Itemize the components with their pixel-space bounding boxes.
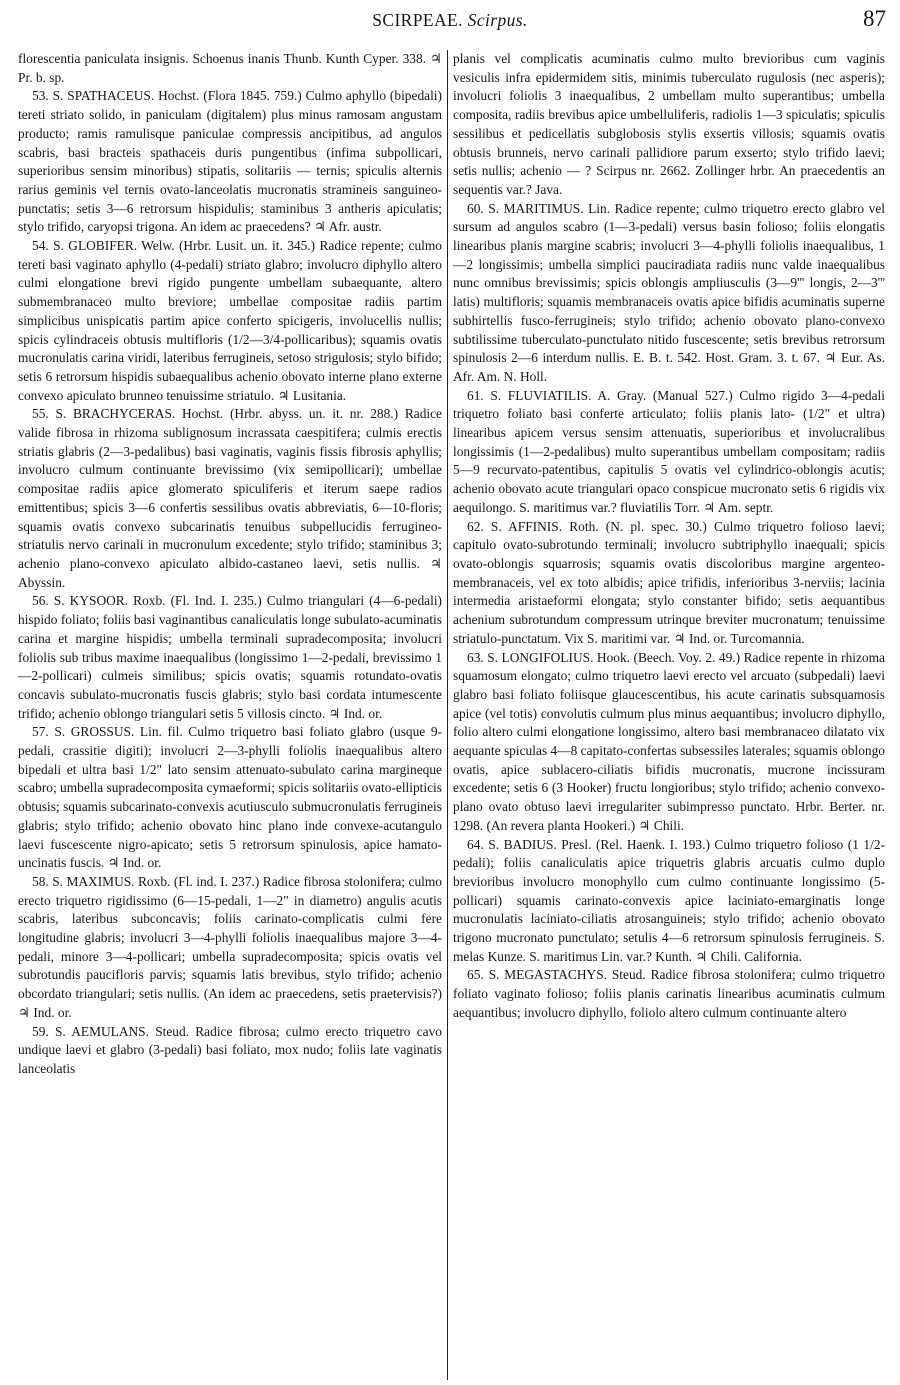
- running-title: [0, 10, 900, 31]
- paragraph: florescentia paniculata insignis. Schoenus inanis Thunb. Kunth Cyper. 338. ♃ Pr. b. sp.: [18, 51, 442, 85]
- column-divider: [447, 50, 448, 1380]
- page-header: [0, 6, 900, 36]
- species-62-entry: 62. S. AFFINIS. Roth. (N. pl. spec. 30.) Culmo triquetro folioso laevi; capitulo ovato-subrotundo terminali; involucro subtriphyllo inaequali; spicis ovato-oblongis squarrosis; squamis ovatis discoloribus margine argenteo-membranaceis, vel ex toto albidis; apice trifidis, inferioribus 3-nerviis; lacinia intermedia aristaeformi elongata; stylo constanter bifido; setis aequantibus achenium subrotundum compressum utrinque breviter mucronatum; tenuissime striatulo-punctatum. Vix S. maritimi var. ♃ Ind. or. Turcomannia.: [453, 518, 885, 646]
- species-64-entry: 64. S. BADIUS. Presl. (Rel. Haenk. I. 193.) Culmo triquetro folioso (1 1/2-pedali); foliis canaliculatis apice triquetris glabris arcuatis culmo duplo brevioribus involucro monophyllo cum culmo continuante longissimo (5-pollicari) squamis carinato-convexis apice laciniato-emarginatis longe mucronulatis laciniato-ciliatis atrosanguineis; stylo trifido; achenio obovato trigono mucronato punctulato; setulis 4—6 retrorsum spinulosis ferrugineis. S. melas Kunze. S. maritimus Lin. var.? Kunth. ♃ Chili. California.: [453, 836, 885, 964]
- species-59-entry: 59. S. AEMULANS. Steud. Radice fibrosa; culmo erecto triquetro cavo undique laevi et glabro (3-pedali) basi foliato, mox nudo; foliis late vaginatis lanceolatis: [18, 1023, 442, 1076]
- species-60-entry: 60. S. MARITIMUS. Lin. Radice repente; culmo triquetro erecto glabro vel sursum ad angulos scabro (1—3-pedali) versus basin folioso; foliis elongatis linearibus planis margine scabris; involucri 3—4-phylli foliolis inaequalibus, 1—2 longissimis; umbella simplici pauciradiata radiis nunc valde inaequalibus nunc omnibus brevissimis; spicis oblongis ampliusculis (3—9''' longis, 2—3''' latis) multifloris; squamis membranaceis ovatis apice bifidis acuminatis superne subhirtellis fusco-ferrugineis; stylo trifido; achenio obovato plano-convexo subtilissime tuberculato-punctulato nitido fuscescente; setis brevibus retrorsum spinulosis 2—6 interdum nullis. E. B. t. 542. Host. Gram. 3. t. 67. ♃ Eur. As. Afr. Am. N. Holl.: [453, 200, 885, 384]
- running-title-genus: Scirpus.: [467, 10, 528, 30]
- page-number: 87: [863, 6, 886, 31]
- species-56-entry: 56. S. KYSOOR. Roxb. (Fl. Ind. I. 235.) Culmo triangulari (4—6-pedali) hispido foliato; foliis basi vaginantibus canaliculatis longe subulato-acuminatis carina et margine hispidis; umbella terminali supradecomposita; involucri foliolis sub tribus maxime inaequalibus (longissimo 1—2-pedali, brevissimo 1—2-pollicari) culmeis similibus; spicis ovatis; squamis rotundato-ovatis concavis subulato-mucronatis fuscis glabris; stylo basi cordata intumescente trifido; achenio oblongo triangulari setis 5 villosis cincto. ♃ Ind. or.: [18, 593, 442, 721]
- species-65-entry: 65. S. MEGASTACHYS. Steud. Radice fibrosa stolonifera; culmo triquetro foliato vaginato folioso; foliis planis carinatis linearibus acuminatis culmum aequantibus; involucro diphyllo, foliolo altero culmum continuante altero: [453, 967, 885, 1020]
- species-53-entry: 53. S. SPATHACEUS. Hochst. (Flora 1845. 759.) Culmo aphyllo (bipedali) tereti striato solido, in paniculam (digitalem) plus minus ramosam angustam producto; ramis ramulisque paniculae compressis ancipitibus, ad angulos scabris, basi bracteis spathaceis duris pungentibus (infima subpollicari, superioribus sensim minoribus) stipatis, solitariis — ternis; spiculis alternis rarius geminis vel ternis ovato-lanceolatis mucronatis stramineis sanguineo-punctatis; setis 3—6 retrorsum hispidulis; staminibus 3 antheris apiculatis; stylo trifido, caryopsi trigona. An idem ac praecedens? ♃ Afr. austr.: [18, 88, 442, 235]
- species-58-entry: 58. S. MAXIMUS. Roxb. (Fl. ind. I. 237.) Radice fibrosa stolonifera; culmo erecto triquetro rigidissimo (6—15-pedali, 1—2" in diametro) angulis acutis scabris, lateribus subconcavis; foliis carinato-complicatis culmi fere longitudine glabris; involucri 3—4-phylli foliolis inaequalibus majore 3—4-pedali, minore 3—4-pollicari; umbella supradecomposita; spicis ovatis vel subrotundis paucifloris parvis; squamis latis brevibus, stylo trifido; achenio obcordato triangulari; setis nullis. (An idem ac praecedens, setis praetervisis?) ♃ Ind. or.: [18, 873, 442, 1020]
- species-61-entry: 61. S. FLUVIATILIS. A. Gray. (Manual 527.) Culmo rigido 3—4-pedali triquetro foliato basi conferte articulato; foliis planis lato- (1/2" et ultra) linearibus apicem versus sensim attenuatis, superioribus et involucralibus longissimis (1—2-pedalibus) multo superantibus umbellam compositam; radiis 5—9 recurvato-patentibus, capitulis 5 ovatis vel cylindrico-oblongis acutis; achenio obovato acute triangulari opaco conspicue mucronato setis 6 rigidis vix aequilongo. S. maritimus var.? fluviatilis Torr. ♃ Am. septr.: [453, 387, 885, 515]
- paragraph: planis vel complicatis acuminatis culmo multo brevioribus cum vaginis vesiculis infra epidermidem sitis, minimis tuberculato rugulosis (nec asperis); involucri foliolis 3 inaequalibus, 2 umbellam multo superantibus; umbella composita, radiis brevibus apice umbelluliferis, radiolis 1—3 spiculatis; spiculis sessilibus et pedicellatis subglobosis stylis exsertis villosis; squamis ovatis obtusis brunneis, nervo carinali pallidiore parum exserto; stylo trifido laevi; setis nullis; achenio — ? Scirpus nr. 2662. Zollinger hrbr. An praecedentis an sequentis var.? Java.: [453, 51, 885, 197]
- running-title-tribe: SCIRPEAE.: [372, 10, 463, 30]
- species-55-entry: 55. S. BRACHYCERAS. Hochst. (Hrbr. abyss. un. it. nr. 288.) Radice valide fibrosa in rhizoma sublignosum incrassata caespitifera; culmis erectis striatis glabris (2—3-pedalibus) basi vaginatis, vaginis fissis fibrosis aphyllis; involucro culmum continuante brevissimo (vix semipollicari); umbellae compositae radiis apice glomerato spiculiferis et iterum saepe radios emittentibus; spicis 3—6 confertis sessilibus ovatis abbreviatis, 6—10-floris; squamis ovatis convexo subcarinatis tenuibus subpellucidis ferrugineo-striatulis nervo carinali in mucronulum excedente; stylo trifido; staminibus 3; achenio plano-convexo apiculato albido-castaneo laevi, setis nullis. ♃ Abyssin.: [18, 406, 442, 590]
- species-57-entry: 57. S. GROSSUS. Lin. fil. Culmo triquetro basi foliato glabro (usque 9-pedali, crassitie digiti); involucri 2—3-phylli foliolis inaequalibus altero bipedali et ultra basi 1/2" lato sensim attenuato-subulato carina margineque scabro; umbella supradecomposita cymaeformi; spicis solitariis ovato-ellipticis obtusis; squamis subcarinato-convexis acutiusculo submucronulatis ferrugineis glabris; stylo trifido; achenio obovato hinc plano inde convexe-acutangulo laevi fuscescente nigro-apicato; setis 5 retrorsum spinulosis, apice hamato-uncinatis fuscis. ♃ Ind. or.: [18, 724, 442, 871]
- right-column: [453, 50, 885, 1380]
- species-63-entry: 63. S. LONGIFOLIUS. Hook. (Beech. Voy. 2. 49.) Radice repente in rhizoma squamosum elongato; culmo triquetro laevi erecto vel arcuato (subpedali) laevi glabro basi foliato foliisque glaucescentibus, his acute carinatis subsquamosis apice (vel totis) convolutis culmum plus minus aequantibus; involucro diphyllo, folio altero culmi elongatione longissimo, altero basi membranaceo dilatato vix aequante spiculas 4—8 capitato-confertas subsessiles laterales; squamis oblongo ovatis, apice sublacero-ciliatis bifidis mucronatis, mucrone incissuram excedente; setis 6 (3 Hooker) fructu longioribus; stylo trifido; achenio convexo-plano ovato obtuso laevi irregulariter subimpresso punctato. Hrbr. Berter. nr. 1298. (An revera planta Hookeri.) ♃ Chili.: [453, 649, 885, 833]
- left-column: [18, 50, 442, 1380]
- species-54-entry: 54. S. GLOBIFER. Welw. (Hrbr. Lusit. un. it. 345.) Radice repente; culmo tereti basi vaginato aphyllo (4-pedali) striato glabro; involucro diphyllo altero culmi elongatione brevi rigido pungente umbellam subaequante, altero submembranaceo multo breviore; umbellae compositae radiis partim simplicibus unispicatis partim apice conferto spicigeris, involucellis nullis; spicis cylindraceis obtusis multifloris (1/2—3/4-pollicaribus); squamis ovatis mucronulatis carina viridi, lateribus ferrugineis, setoso strigulosis; stylo bifido; setis 6 retrorsum hispidis subaequalibus achenio obovato interne plano externe convexo apiculato brunneo tenuissime striatulo. ♃ Lusitania.: [18, 238, 442, 403]
